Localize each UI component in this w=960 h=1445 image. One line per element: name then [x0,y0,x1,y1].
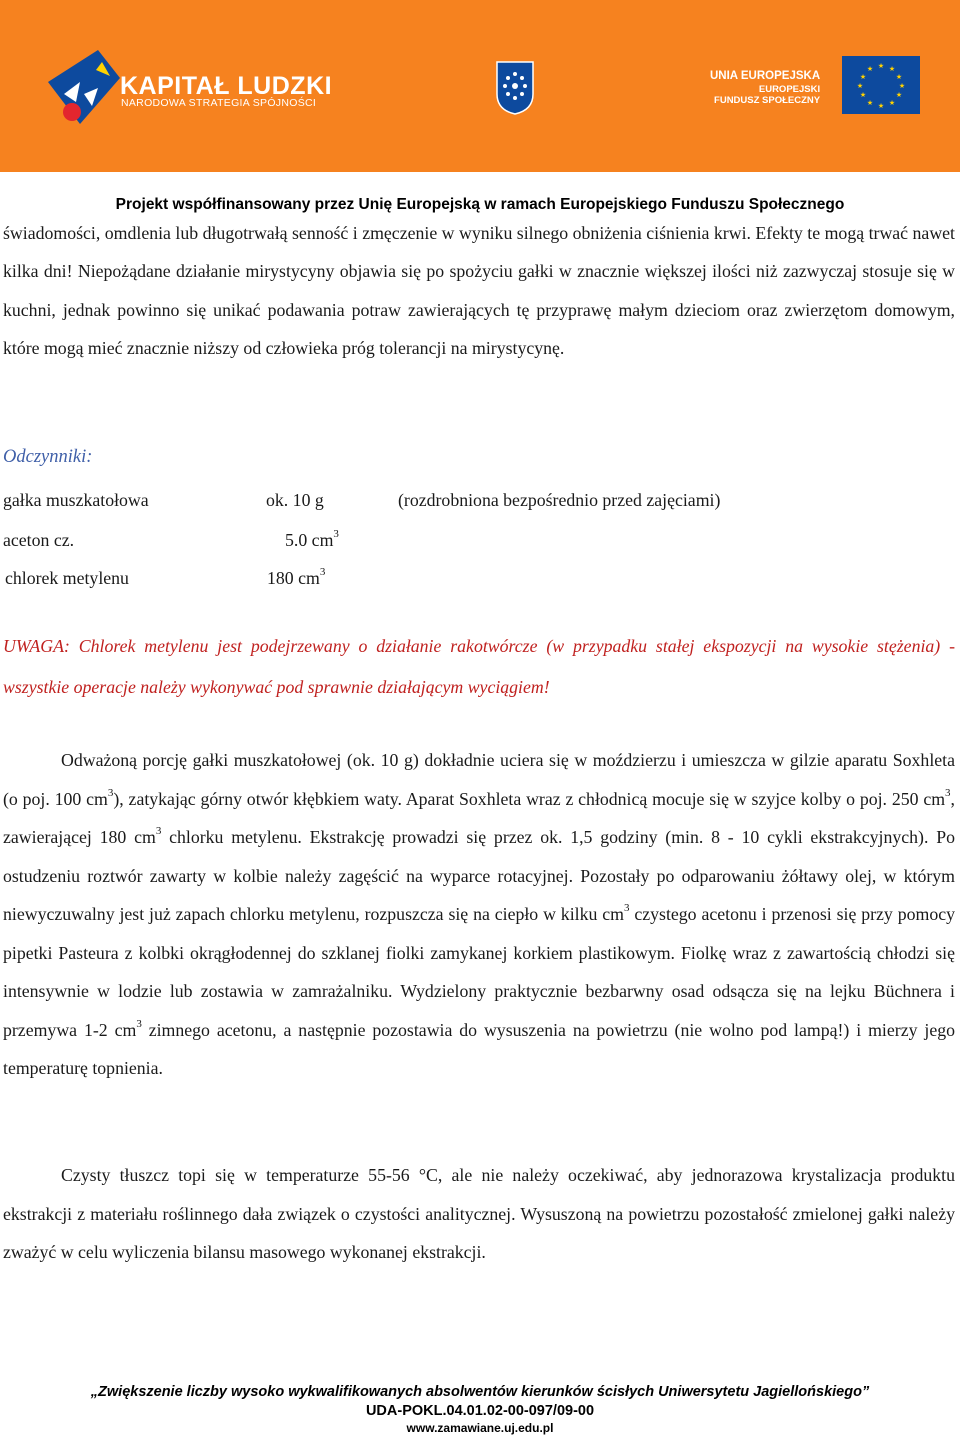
project-line: Projekt współfinansowany przez Unię Europejską w ramach Europejskiego Funduszu Społecznego [115,196,845,213]
warning-label: UWAGA: [3,636,70,656]
reagent-name: aceton cz. [3,530,75,550]
superscript: 3 [155,825,162,838]
superscript: 3 [945,786,951,799]
text-run: ), zatykając górny otwór kłębkiem waty. Aparat Soxhleta wraz z chłodnicą mocuje się w szyjce kolby o poj. 250 cm [113,788,946,809]
warning-text: Chlorek metylenu jest podejrzewany o działanie rakotwórcze (w przypadku stałej ekspozycji na wysokie stężenia) - wszystkie operacje należy wykonywać pod sprawnie działającym wyciągiem! [3,636,955,697]
footer [0,1382,960,1436]
conclusion-paragraph: Czysty tłuszcz topi się w temperaturze 55-56 °C, ale nie należy oczekiwać, aby jednorazowa krystalizacja produktu ekstrakcji z materiału roślinnego dała związek o czystości analitycznej. Wysuszoną na powietrzu pozostałość zmielonej gałki należy zważyć w celu wyliczenia bilansu masowego wykonanej ekstrakcji. [3,1165,955,1262]
intro-section [3,214,955,368]
text-run: chlorku metylenu. Ekstrakcję prowadzi się przez ok. 1,5 godziny (min. 8 - 10 cykli ekstrakcyjnych). Po ostudzeniu roztwór zawarty w kolbie należy zagęścić na wyparce rotacyjnej. Pozostały po odparowaniu żółtawy olej, w którym niewyczuwalny jest już zapach chlorku metylenu, rozpuszcza się na ciepło w kilku cm [3,827,955,924]
reagent-amount [285,530,339,551]
reagent-amount-value: 180 cm [267,568,320,588]
eu-flag-icon [842,56,920,114]
superscript: 3 [136,1017,142,1030]
logo-title: KAPITAŁ LUDZKI [120,72,333,100]
svg-text:★: ★ [856,82,864,90]
header-band [0,0,960,172]
reagent-name: chlorek metylenu [5,568,129,588]
intro-paragraph: świadomości, omdlenia lub długotrwałą senność i zmęczenie w wyniku silnego obniżenia ciśnienia krwi. Efekty te mogą trwać nawet kilka dni! Niepożądane działanie mirystycyny objawia się po spożyciu gałki w znacznie większej ilości niż zazwyczaj stosuje się w kuchni, jednak powinno się unikać podawania potraw zawierających tę przyprawę małym dzieciom oraz zwierzętom domowym, które mogą mieć znacznie niższy od człowieka próg tolerancji na mirystycynę. [3,223,955,359]
kapital-ludzki-logo-icon [40,42,130,132]
svg-text:★: ★ [859,73,867,81]
text-run: , zawierającej 180 cm [3,788,955,847]
footer-project-title: „Zwiększenie liczby wysoko wykwalifikowanych absolwentów kierunków ścisłych Uniwersytetu Jagiellońskiego” [90,1384,870,1400]
svg-text:★: ★ [895,91,903,99]
svg-text:★: ★ [877,62,885,70]
eu-line-3: FUNDUSZ SPOŁECZNY [714,95,821,106]
reagent-amount: ok. 10 g [266,490,324,510]
svg-text:★: ★ [866,99,874,107]
svg-text:★: ★ [866,65,874,73]
footer-website: www.zamawiane.uj.edu.pl [406,1421,554,1435]
reagent-note: (rozdrobniona bezpośrednio przed zajęciami) [398,490,721,510]
reagent-amount-value: 5.0 cm [285,530,334,550]
reagent-amount [267,568,325,589]
text-run: Odważoną porcję gałki muszkatołowej (ok. 10 g) dokładnie uciera się w moździerzu i umieszcza w gilzie aparatu Soxhleta (o poj. 100 cm [3,750,955,809]
warning-note [3,626,955,708]
svg-text:★: ★ [898,82,906,90]
reagent-amount-sup: 3 [319,566,326,579]
text-run: zimnego acetonu, a następnie pozostawia do wysuszenia na powietrzu (nie wolno pod lampą!) i mierzy jego temperaturę topnienia. [3,1019,955,1078]
svg-text:★: ★ [859,91,867,99]
university-emblem-icon [495,60,535,116]
superscript: 3 [623,902,630,915]
svg-text:★: ★ [888,99,896,107]
logo-subtitle: NARODOWA STRATEGIA SPÓJNOŚCI [121,97,317,109]
svg-text:★: ★ [888,65,896,73]
procedure-paragraph [3,741,955,1088]
svg-text:★: ★ [877,102,885,110]
conclusion-section [3,1156,955,1272]
superscript: 3 [107,786,114,799]
reagent-row [5,568,957,598]
reagent-row [3,490,955,520]
reagents-title: Odczynniki: [3,447,93,467]
procedure-section [3,741,955,1088]
reagent-row [3,530,955,560]
text-run: czystego acetonu i przenosi się przy pomocy pipetki Pasteura z kolbki okrągłodennej do szklanej fiolki zamykanej korkiem plastikowym. Fiolkę wraz z zawartością chłodzi się intensywnie w lodzie lub zostawia w zamrażalniku. Wydzielony praktycznie bezbarwny osad odsącza się na lejku Büchnera i przemywa 1-2 cm [3,904,955,1040]
eu-text-block [710,70,820,106]
svg-text:★: ★ [895,73,903,81]
reagent-name: gałka muszkatołowa [3,490,149,510]
footer-project-code: UDA-POKL.04.01.02-00-097/09-00 [365,1403,595,1419]
eu-line-2: EUROPEJSKI [758,84,821,95]
eu-line-1: UNIA EUROPEJSKA [710,70,821,82]
reagent-amount-sup: 3 [333,528,339,541]
